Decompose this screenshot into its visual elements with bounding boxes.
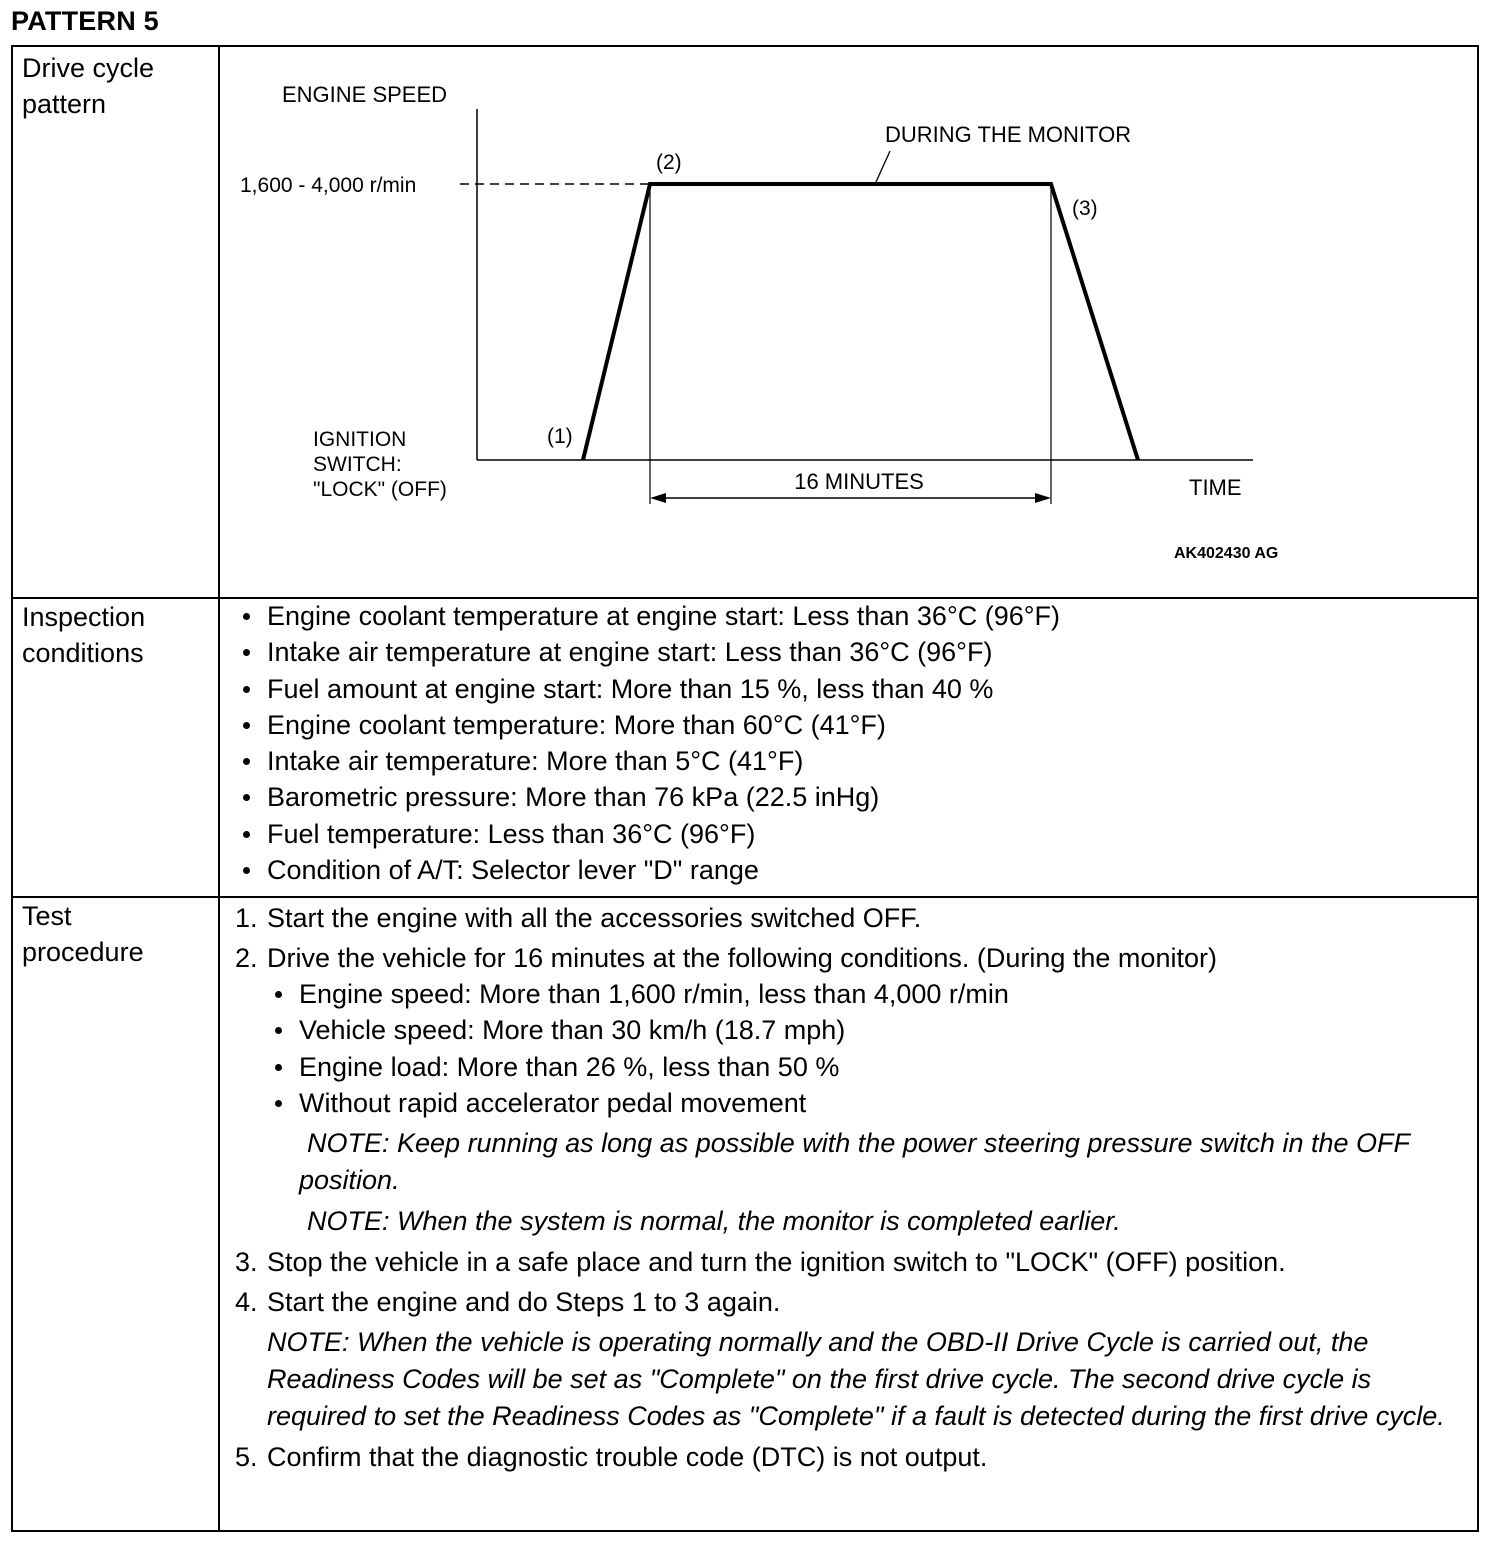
step-2-conditions <box>267 976 1465 1121</box>
step-text: Start the engine with all the accessories switched OFF. <box>267 903 922 933</box>
step-4 <box>235 1284 1465 1435</box>
step-text: Stop the vehicle in a safe place and turn the ignition switch to "LOCK" (OFF) position. <box>267 1247 1286 1278</box>
list-item: Condition of A/T: Selector lever "D" range <box>235 852 1465 888</box>
step-text: Start the engine and do Steps 1 to 3 again. <box>267 1287 781 1318</box>
list-item: Engine speed: More than 1,600 r/min, less than 4,000 r/min <box>267 976 1465 1012</box>
pattern-table <box>11 45 1479 1532</box>
step-4-note: NOTE: When the vehicle is operating normally and the OBD-II Drive Cycle is carried out, the Readiness Codes will be set as "Complete" on the first drive cycle. The second drive cycle is required to set the Readiness Codes as "Complete" if a fault is detected during the first drive cycle. <box>267 1327 1445 1432</box>
duration-arrow-right <box>1035 493 1051 503</box>
list-item: Barometric pressure: More than 76 kPa (22.5 inHg) <box>235 779 1465 815</box>
list-item: Engine coolant temperature: More than 60°C (41°F) <box>235 707 1465 743</box>
step-1 <box>235 900 1465 936</box>
step-number: 1. <box>235 903 258 933</box>
step-text: Confirm that the diagnostic trouble code (DTC) is not output. <box>267 1442 988 1473</box>
point-2-label: (2) <box>656 151 682 174</box>
step-text: Drive the vehicle for 16 minutes at the following conditions. (During the monitor) <box>267 943 1217 973</box>
during-monitor-label: DURING THE MONITOR <box>885 122 1132 147</box>
figure-code: AK402430 AG <box>1174 545 1279 562</box>
row-label-inspection: Inspection conditions <box>22 602 146 668</box>
ignition-label-line-3: "LOCK" (OFF) <box>313 478 447 501</box>
step-5 <box>235 1439 1465 1475</box>
step-2-note-1: NOTE: Keep running as long as possible with the power steering pressure switch in the OFF position. <box>299 1128 1410 1196</box>
list-item: Engine load: More than 26 %, less than 50 % <box>267 1049 1465 1085</box>
step-2-note-2: NOTE: When the system is normal, the monitor is completed earlier. <box>307 1206 1121 1237</box>
drive-cycle-chart <box>220 47 1477 595</box>
step-number: 3. <box>235 1247 258 1278</box>
inspection-conditions-list <box>235 598 1465 888</box>
y-axis-label: ENGINE SPEED <box>282 82 448 107</box>
list-item: Vehicle speed: More than 30 km/h (18.7 mph) <box>267 1012 1465 1048</box>
duration-label: 16 MINUTES <box>794 469 924 494</box>
step-2 <box>235 940 1465 1240</box>
during-monitor-leader <box>876 151 890 182</box>
row-label-test: Test procedure <box>22 901 144 967</box>
list-item: Fuel amount at engine start: More than 15 %, less than 40 % <box>235 671 1465 707</box>
page-title: PATTERN 5 <box>11 6 159 36</box>
row-label-drive-cycle: Drive cycle pattern <box>22 53 155 119</box>
step-number: 2. <box>235 943 258 973</box>
point-3-label: (3) <box>1072 197 1098 220</box>
list-item: Intake air temperature: More than 5°C (41°F) <box>235 743 1465 779</box>
step-3 <box>235 1244 1465 1280</box>
speed-range-label: 1,600 - 4,000 r/min <box>240 174 417 197</box>
x-axis-label: TIME <box>1189 475 1242 500</box>
step-number: 5. <box>235 1442 258 1473</box>
step-number: 4. <box>235 1287 258 1318</box>
ignition-label-line-1: IGNITION <box>313 428 407 451</box>
list-item: Engine coolant temperature at engine start: Less than 36°C (96°F) <box>235 598 1465 634</box>
ignition-label-line-2: SWITCH: <box>313 453 402 476</box>
engine-speed-trace <box>583 184 1138 460</box>
row-divider <box>13 896 1477 898</box>
test-procedure-list <box>235 900 1465 1479</box>
list-item: Fuel temperature: Less than 36°C (96°F) <box>235 816 1465 852</box>
point-1-label: (1) <box>547 425 573 448</box>
list-item: Intake air temperature at engine start: Less than 36°C (96°F) <box>235 634 1465 670</box>
list-item: Without rapid accelerator pedal movement <box>267 1085 1465 1121</box>
duration-arrow-left <box>650 493 666 503</box>
